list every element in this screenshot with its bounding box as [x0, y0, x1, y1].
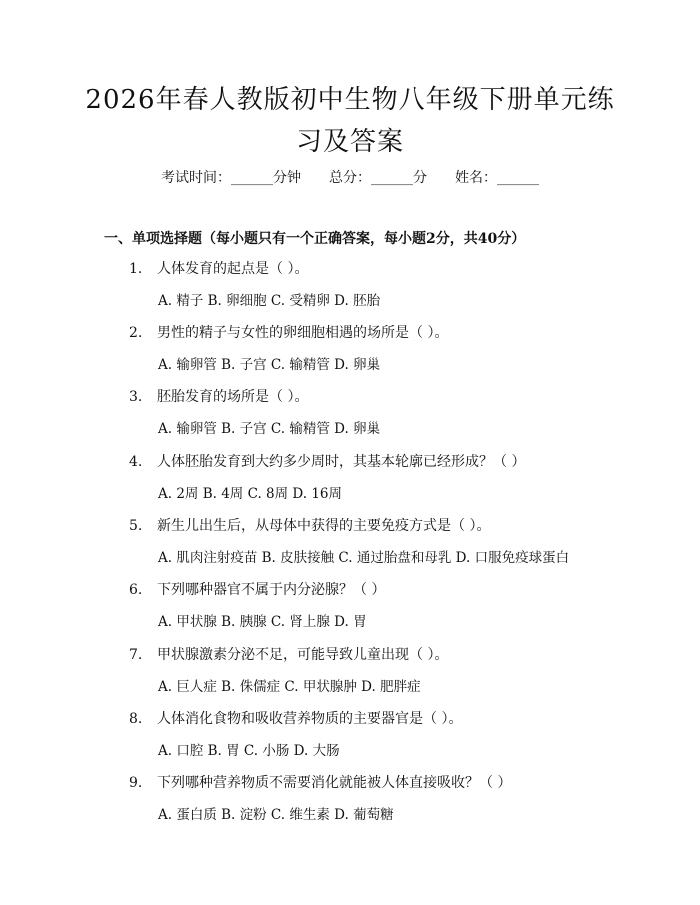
question-text: 人体消化食物和吸收营养物质的主要器官是（ ）。: [157, 711, 463, 727]
question-8: [129, 709, 462, 729]
document-title-line-1: 2026年春人教版初中生物八年级下册单元练: [85, 85, 615, 115]
question-number: 9.: [129, 775, 143, 791]
question-number: 8.: [129, 711, 143, 727]
question-text: 新生儿出生后，从母体中获得的主要免疫方式是（ ）。: [157, 518, 491, 534]
question-text: 下列哪种营养物质不需要消化就能被人体直接吸收？（ ）: [157, 775, 512, 791]
question-text: 男性的精子与女性的卵细胞相遇的场所是（ ）。: [157, 325, 449, 341]
question-2-options: A. 输卵管 B. 子宫 C. 输精管 D. 卵巢: [158, 357, 381, 373]
exam-info: 考试时间：______分钟 总分：______分 姓名：______: [161, 170, 539, 186]
question-4: [129, 452, 525, 472]
question-text: 人体胚胎发育到大约多少周时，其基本轮廓已经形成？（ ）: [157, 454, 526, 470]
question-3: [129, 387, 308, 407]
question-6-options: A. 甲状腺 B. 胰腺 C. 肾上腺 D. 胃: [158, 614, 367, 630]
question-number: 1.: [129, 261, 143, 277]
question-number: 7.: [129, 647, 143, 663]
question-number: 2.: [129, 325, 143, 341]
question-text: 下列哪种器官不属于内分泌腺？（ ）: [157, 582, 386, 598]
question-9-options: A. 蛋白质 B. 淀粉 C. 维生素 D. 葡萄糖: [158, 807, 394, 823]
question-text: 人体发育的起点是（ ）。: [157, 261, 309, 277]
document-title-line-2: 习及答案: [295, 127, 404, 157]
question-1: [129, 259, 308, 279]
question-7-options: A. 巨人症 B. 侏儒症 C. 甲状腺肿 D. 肥胖症: [158, 679, 421, 695]
question-number: 6.: [129, 582, 143, 598]
question-8-options: A. 口腔 B. 胃 C. 小肠 D. 大肠: [158, 743, 340, 759]
question-3-options: A. 输卵管 B. 子宫 C. 输精管 D. 卵巢: [158, 421, 381, 437]
question-1-options: A. 精子 B. 卵细胞 C. 受精卵 D. 胚胎: [158, 293, 381, 309]
question-5: [129, 516, 490, 536]
question-number: 5.: [129, 518, 143, 534]
question-text: 胚胎发育的场所是（ ）。: [157, 389, 309, 405]
question-number: 4.: [129, 454, 143, 470]
question-4-options: A. 2周 B. 4周 C. 8周 D. 16周: [158, 486, 343, 502]
question-7: [129, 645, 448, 665]
question-9: [129, 773, 511, 793]
question-number: 3.: [129, 389, 143, 405]
question-5-options: A. 肌肉注射疫苗 B. 皮肤接触 C. 通过胎盘和母乳 D. 口服免疫球蛋白: [158, 550, 570, 566]
section-heading: 一、单项选择题（每小题只有一个正确答案，每小题2分，共40分）: [104, 231, 526, 247]
question-6: [129, 580, 385, 600]
question-text: 甲状腺激素分泌不足，可能导致儿童出现（ ）。: [157, 647, 449, 663]
question-2: [129, 323, 448, 343]
